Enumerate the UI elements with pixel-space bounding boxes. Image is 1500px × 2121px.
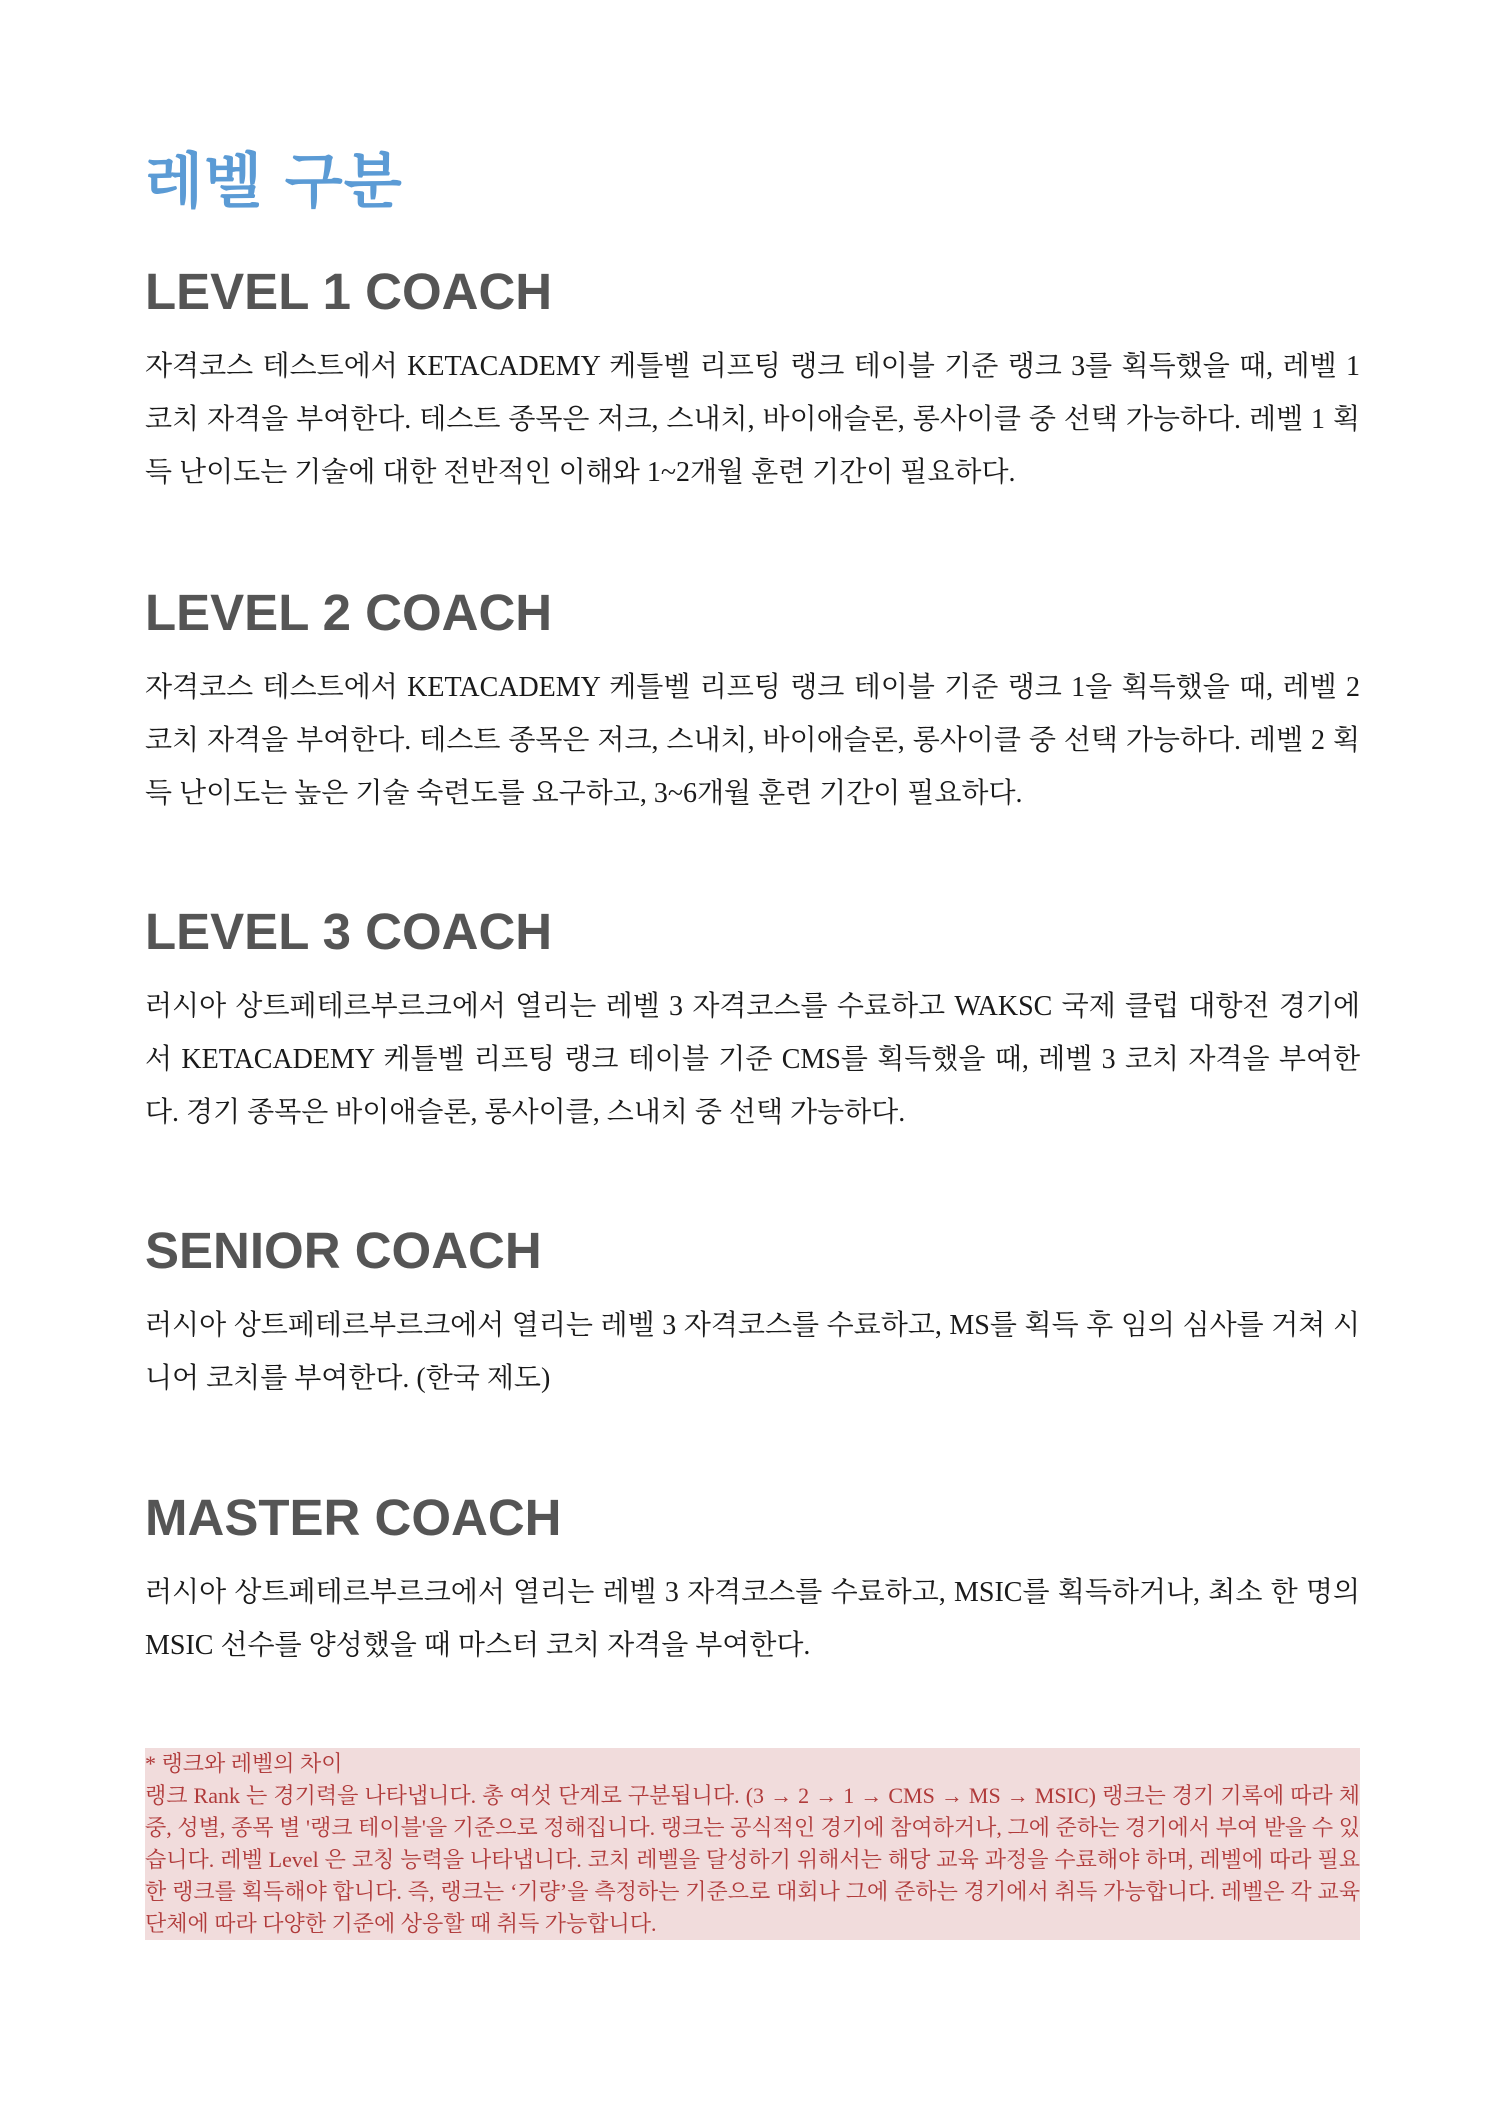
section-body: 러시아 상트페테르부르크에서 열리는 레벨 3 자격코스를 수료하고 WAKSC 국제 클럽 대항전 경기에서 KETACADEMY 케틀벨 리프팅 랭크 테이블 기준 CMS를 획득했을 때, 레벨 3 코치 자격을 부여한다. 경기 종목은 바이애슬론, 롱사이클, 스내치 중 선택 가능하다. (145, 991, 1360, 1128)
section-level-3-coach (145, 902, 1360, 1139)
section-heading: MASTER COACH (145, 1489, 562, 1546)
section-heading: LEVEL 2 COACH (145, 584, 553, 641)
rank-level-note (145, 1748, 1360, 1940)
section-heading: SENIOR COACH (145, 1222, 542, 1279)
note-body: 랭크 Rank 는 경기력을 나타냅니다. 총 여섯 단계로 구분됩니다. (3 → 2 → 1 → CMS → MS → MSIC) 랭크는 경기 기록에 따라 체중, 성별, 종목 별 '랭크 테이블'을 기준으로 정해집니다. 랭크는 공식적인 경기에 참여하거나, 그에 준하는 경기에서 부여 받을 수 있습니다. 레벨 Level 은 코칭 능력을 나타냅니다. 코치 레벨을 달성하기 위해서는 해당 교육 과정을 수료해야 하며, 레벨에 따라 필요한 랭크를 획득해야 합니다. 즉, 랭크는 ‘기량’을 측정하는 기준으로 대회나 그에 준하는 경기에서 취득 가능합니다. 레벨은 각 교육 단체에 따라 다양한 기준에 상응할 때 취득 가능합니다. (145, 1783, 1360, 1936)
section-heading: LEVEL 3 COACH (145, 903, 553, 960)
section-senior-coach (145, 1221, 1360, 1405)
section-body: 자격코스 테스트에서 KETACADEMY 케틀벨 리프팅 랭크 테이블 기준 랭크 3를 획득했을 때, 레벨 1 코치 자격을 부여한다. 테스트 종목은 저크, 스내치, 바이애슬론, 롱사이클 중 선택 가능하다. 레벨 1 획득 난이도는 기술에 대한 전반적인 이해와 1~2개월 훈련 기간이 필요하다. (145, 351, 1360, 488)
section-body: 러시아 상트페테르부르크에서 열리는 레벨 3 자격코스를 수료하고, MSIC를 획득하거나, 최소 한 명의 MSIC 선수를 양성했을 때 마스터 코치 자격을 부여한다. (145, 1577, 1360, 1661)
section-body: 자격코스 테스트에서 KETACADEMY 케틀벨 리프팅 랭크 테이블 기준 랭크 1을 획득했을 때, 레벨 2 코치 자격을 부여한다. 테스트 종목은 저크, 스내치, 바이애슬론, 롱사이클 중 선택 가능하다. 레벨 2 획득 난이도는 높은 기술 숙련도를 요구하고, 3~6개월 훈련 기간이 필요하다. (145, 672, 1360, 809)
section-body: 러시아 상트페테르부르크에서 열리는 레벨 3 자격코스를 수료하고, MS를 획득 후 임의 심사를 거쳐 시니어 코치를 부여한다. (한국 제도) (145, 1310, 1360, 1394)
section-master-coach (145, 1488, 1360, 1672)
section-level-1-coach (145, 262, 1360, 499)
section-heading: LEVEL 1 COACH (145, 263, 553, 320)
page-title: 레벨 구분 (145, 147, 403, 217)
section-level-2-coach (145, 583, 1360, 820)
note-title: * 랭크와 레벨의 차이 (145, 1751, 343, 1776)
